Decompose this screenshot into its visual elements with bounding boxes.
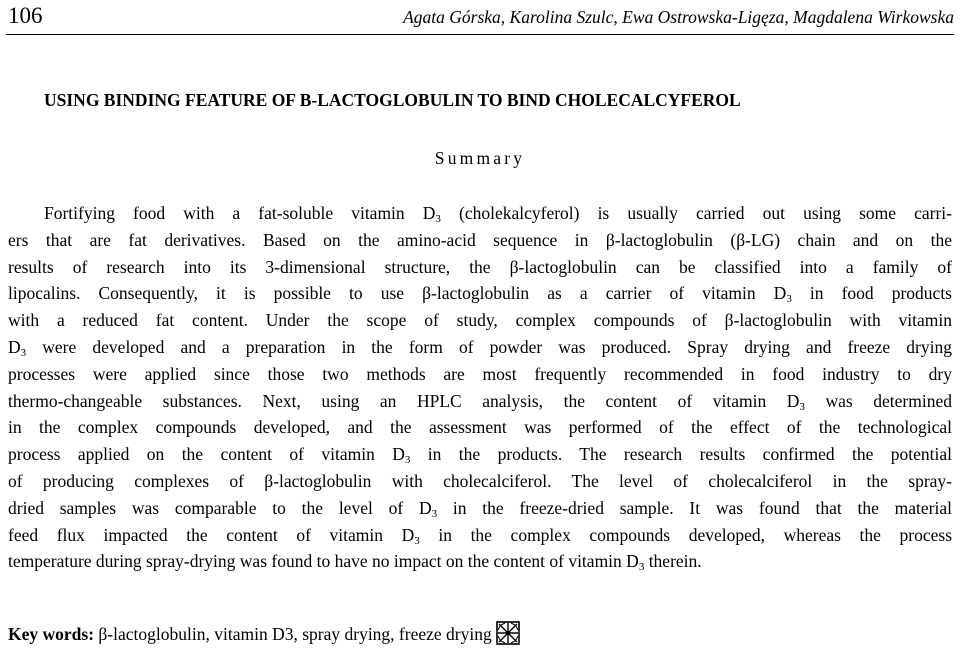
subscript: 3 — [431, 507, 438, 520]
abstract-line — [8, 280, 952, 307]
abstract-text: were developed and a preparation in the form of powder was produced. Spray drying and freeze drying — [26, 336, 952, 357]
abstract-text: with a reduced fat content. Under the scope of study, complex compounds of β-lactoglobulin with vitamin — [8, 310, 952, 331]
abstract-text: processes were applied since those two methods are most frequently recommended in food industry to dry — [8, 363, 952, 384]
abstract-text: feed flux impacted the content of vitamin D — [8, 524, 415, 545]
header-rule — [6, 34, 954, 35]
abstract-text: D — [8, 336, 21, 357]
abstract-text: thermo-changeable substances. Next, using an HPLC analysis, the content of vitamin D — [8, 390, 800, 411]
abstract-line — [8, 522, 952, 549]
abstract-text: temperature during spray-drying was found to have no impact on the content of vitamin D — [8, 551, 639, 572]
abstract-line — [8, 495, 952, 522]
abstract-line — [8, 414, 952, 441]
subscript: 3 — [20, 346, 27, 359]
running-head-authors: Agata Górska, Karolina Szulc, Ewa Ostrowska-Ligęza, Magdalena Wirkowska — [403, 7, 954, 27]
abstract-line — [8, 441, 952, 468]
abstract-line — [8, 468, 952, 495]
abstract-text: (cholekalcyferol) is usually carried out using some carri- — [440, 203, 952, 223]
abstract-line — [8, 361, 952, 388]
subscript: 3 — [414, 534, 420, 547]
abstract-text: ers that are fat derivatives. Based on the amino-acid sequence in β-lactoglobulin (β-LG) chain and on the — [8, 229, 952, 250]
abstract-text: in the products. The research results confirmed the potential — [410, 444, 953, 465]
abstract-text: Fortifying food with a fat-soluble vitamin D — [44, 203, 436, 223]
abstract-text: of producing complexes of β-lactoglobulin with cholecalciferol. The level of cholecalciferol in the spray- — [8, 470, 952, 491]
keywords-text: β-lactoglobulin, vitamin D3, spray drying, freeze drying — [94, 624, 492, 644]
subscript: 3 — [404, 454, 411, 467]
keywords-line — [8, 621, 520, 646]
abstract-line — [8, 307, 952, 334]
abstract-text: was determined — [804, 390, 952, 411]
subscript: 3 — [799, 400, 805, 413]
abstract-line — [8, 388, 952, 415]
abstract-body — [8, 200, 952, 575]
subscript: 3 — [435, 213, 441, 225]
abstract-text: process applied on the content of vitamin D — [8, 444, 405, 465]
subscript: 3 — [786, 293, 792, 306]
article-title: USING BINDING FEATURE OF Β-LACTOGLOBULIN TO BIND CHOLECALCYFEROL — [44, 90, 741, 110]
abstract-line — [8, 227, 952, 254]
page-header — [8, 2, 954, 34]
summary-heading: Summary — [434, 148, 526, 168]
keywords-label: Key words: — [8, 624, 95, 644]
abstract-text: therein. — [644, 551, 702, 572]
page-number: 106 — [8, 3, 43, 28]
abstract-text: in the freeze-dried sample. It was found that the material — [437, 497, 952, 518]
abstract-text: results of research into its 3-dimensional structure, the β-lactoglobulin can be classified into a family of — [8, 256, 952, 277]
end-of-article-mark-icon — [496, 621, 520, 645]
abstract-line — [8, 548, 952, 575]
abstract-text: dried samples was comparable to the level of D — [8, 497, 432, 518]
abstract-line — [8, 200, 952, 227]
abstract-line — [8, 254, 952, 281]
abstract-text: in the complex compounds developed, and the assessment was performed of the effect of the technological — [8, 417, 952, 438]
abstract-text: in food products — [791, 283, 952, 304]
abstract-line — [8, 334, 952, 361]
subscript: 3 — [638, 561, 645, 574]
abstract-text: lipocalins. Consequently, it is possible to use β-lactoglobulin as a carrier of vitamin D — [8, 283, 787, 304]
abstract-text: in the complex compounds developed, whereas the process — [419, 524, 953, 545]
